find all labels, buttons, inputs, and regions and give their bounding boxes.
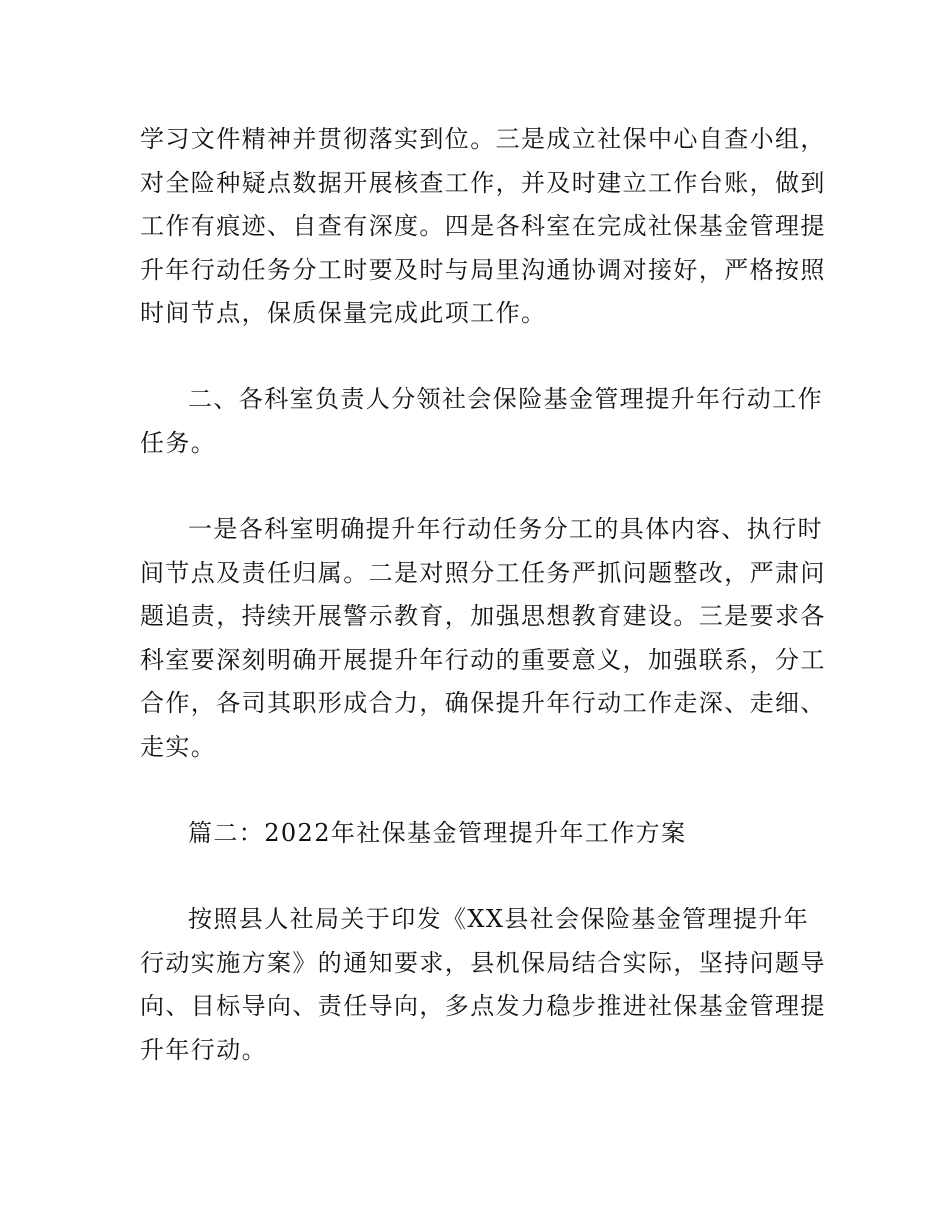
text-line: 升年行动。 xyxy=(140,1035,267,1064)
text-line: 科室要深刻明确开展提升年行动的重要意义，加强联系，分工 xyxy=(140,645,826,674)
paragraph-self-check-measures xyxy=(140,118,826,336)
chapter-title-part-two xyxy=(140,812,820,856)
text-line: 学习文件精神并贯彻落实到位。三是成立社保中心自查小组， xyxy=(140,125,826,153)
text-line: 一是各科室明确提升年行动任务分工的具体内容、执行时 xyxy=(188,515,823,543)
paragraph-implementation-plan xyxy=(140,898,826,1072)
section-heading-task-division xyxy=(140,378,823,465)
text-line: 走实。 xyxy=(140,732,217,761)
text-line: 二、各科室负责人分领社会保险基金管理提升年行动工作 xyxy=(188,385,823,413)
text-line: 间节点及责任归属。二是对照分工任务严抓问题整改，严肃问 xyxy=(140,558,826,587)
text-line: 对全险种疑点数据开展核查工作，并及时建立工作台账，做到 xyxy=(140,168,826,197)
paragraph-task-details xyxy=(140,508,826,769)
text-line: 时间节点，保质保量完成此项工作。 xyxy=(140,299,547,327)
text-line: 合作，各司其职形成合力，确保提升年行动工作走深、走细、 xyxy=(140,689,826,717)
text-line: 任务。 xyxy=(140,428,217,457)
text-line: 题追责，持续开展警示教育，加强思想教育建设。三是要求各 xyxy=(140,602,826,630)
text-line: 升年行动任务分工时要及时与局里沟通协调对接好，严格按照 xyxy=(140,255,826,284)
text-line: 工作有痕迹、自查有深度。四是各科室在完成社保基金管理提 xyxy=(140,212,826,240)
text-line: 向、目标导向、责任导向，多点发力稳步推进社保基金管理提 xyxy=(140,992,826,1020)
text-line: 按照县人社局关于印发《XX县社会保险基金管理提升年 xyxy=(188,905,810,933)
text-line: 行动实施方案》的通知要求，县机保局结合实际，坚持问题导 xyxy=(140,948,826,977)
text-line: 篇二：2022年社保基金管理提升年工作方案 xyxy=(188,819,687,847)
